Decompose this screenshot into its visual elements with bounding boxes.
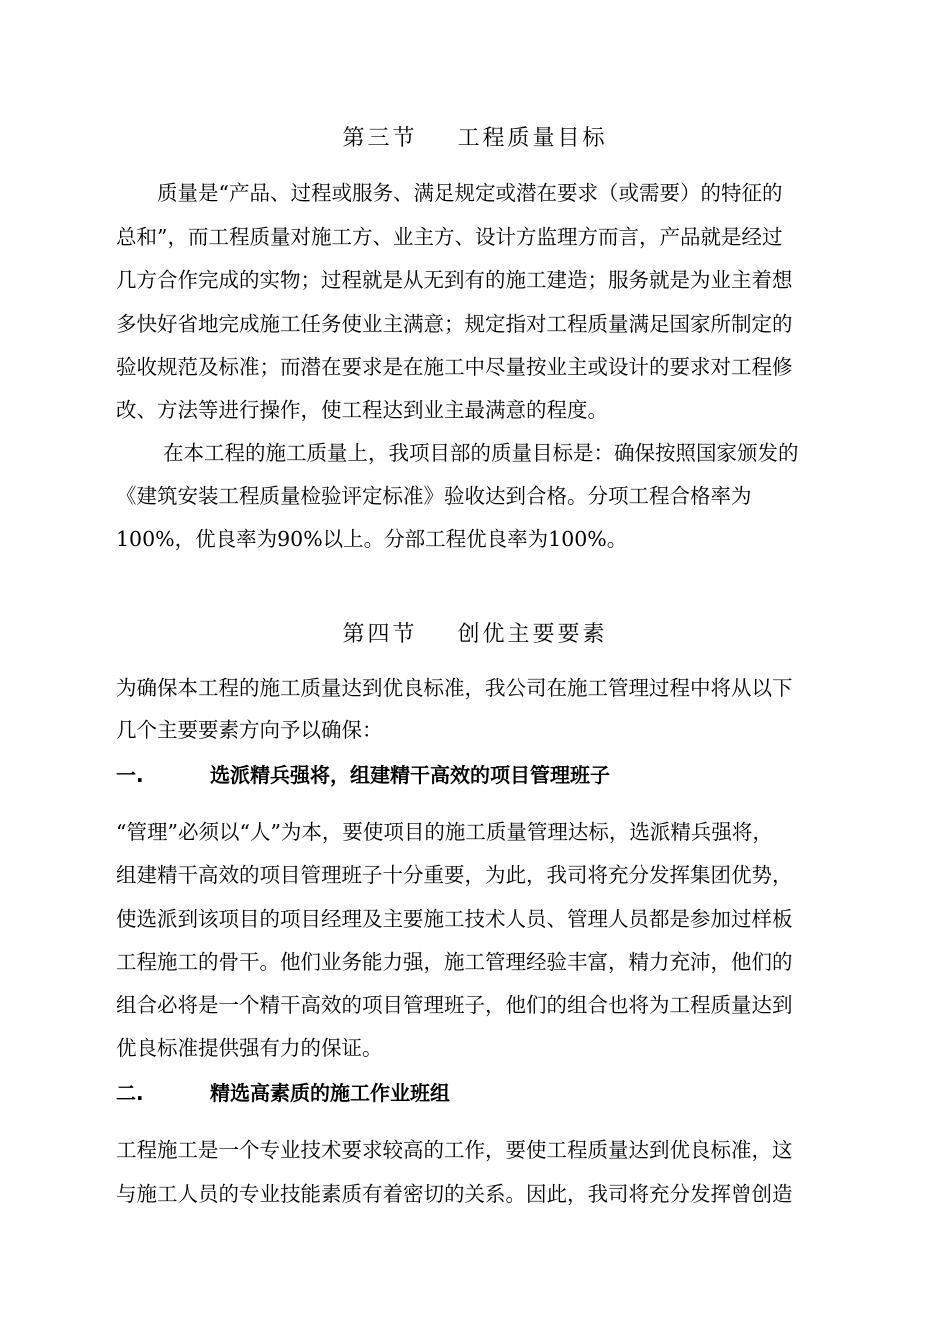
- para-line: 验收规范及标准；而潜在要求是在施工中尽量按业主或设计的要求对工程修: [116, 355, 793, 379]
- para-line: 100%，优良率为90%以上。分部工程优良率为100%。: [116, 527, 628, 551]
- item-2-number: 二.: [116, 1081, 144, 1105]
- para-line: 组合必将是一个精干高效的项目管理班子，他们的组合也将为工程质量达到: [116, 993, 793, 1017]
- para-line: 质量是“产品、过程或服务、满足规定或潜在要求（或需要）的特征的: [157, 181, 783, 205]
- para-line: 优良标准提供强有力的保证。: [116, 1036, 383, 1060]
- para-line: 为确保本工程的施工质量达到优良标准，我公司在施工管理过程中将从以下: [116, 676, 793, 700]
- item-2-heading: [116, 1083, 450, 1103]
- section-3-heading: 第三节 工程质量目标: [342, 126, 608, 151]
- item-1-title: 选派精兵强将，组建精干高效的项目管理班子: [210, 763, 610, 787]
- para-line: 使选派到该项目的项目经理及主要施工技术人员、管理人员都是参加过样板: [116, 907, 793, 931]
- item-1-number: 一.: [116, 763, 144, 787]
- item-1-heading: [116, 765, 610, 785]
- item-2-title: 精选高素质的施工作业班组: [210, 1081, 450, 1105]
- para-line: 工程施工是一个专业技术要求较高的工作，要使工程质量达到优良标准，这: [116, 1138, 793, 1162]
- para-line: 在本工程的施工质量上，我项目部的质量目标是：确保按照国家颁发的: [163, 441, 799, 465]
- para-line: 几方合作完成的实物；过程就是从无到有的施工建造；服务就是为业主着想: [116, 268, 793, 292]
- para-line: 多快好省地完成施工任务使业主满意；规定指对工程质量满足国家所制定的: [116, 312, 793, 336]
- para-line: “管理”必须以“人”为本，要使项目的施工质量管理达标，选派精兵强将，: [116, 820, 773, 844]
- para-line: 工程施工的骨干。他们业务能力强，施工管理经验丰富，精力充沛，他们的: [116, 950, 793, 974]
- section-4-heading: 第四节 创优主要要素: [342, 622, 608, 647]
- para-line: 几个主要要素方向予以确保：: [116, 718, 383, 742]
- para-line: 改、方法等进行操作，使工程达到业主最满意的程度。: [116, 398, 608, 422]
- para-line: 总和”，而工程质量对施工方、业主方、设计方监理方而言，产品就是经过: [116, 225, 783, 249]
- para-line: 《建筑安装工程质量检验评定标准》验收达到合格。分项工程合格率为: [116, 484, 752, 508]
- para-line: 组建精干高效的项目管理班子十分重要，为此，我司将充分发挥集团优势，: [116, 863, 793, 887]
- para-line: 与施工人员的专业技能素质有着密切的关系。因此，我司将充分发挥曾创造: [116, 1182, 793, 1206]
